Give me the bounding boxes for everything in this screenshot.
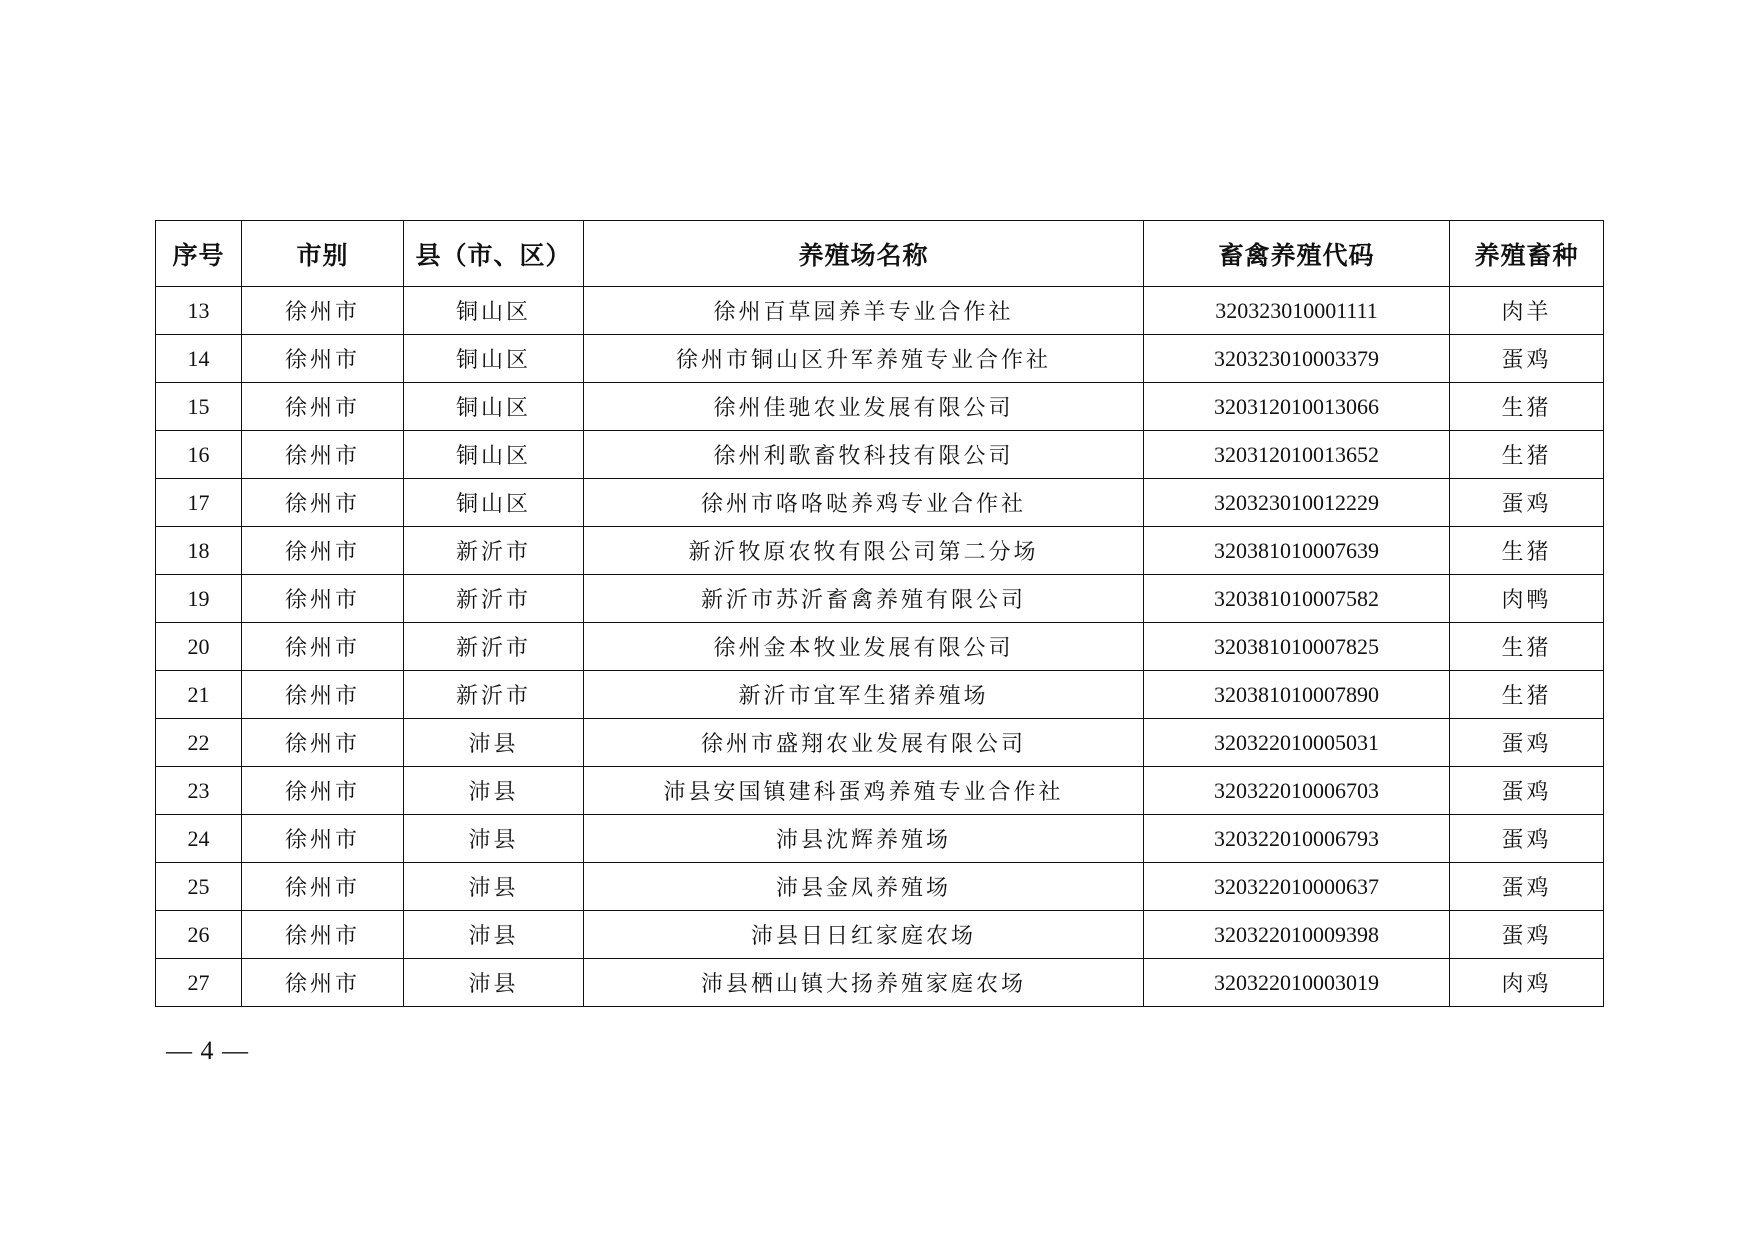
farm-name-cell: 新沂市苏沂畜禽养殖有限公司 — [584, 575, 1144, 623]
serial-number-cell: 26 — [156, 911, 242, 959]
species-cell: 生猪 — [1450, 671, 1604, 719]
serial-number-cell: 19 — [156, 575, 242, 623]
farm-name-cell: 徐州百草园养羊专业合作社 — [584, 287, 1144, 335]
species-cell: 生猪 — [1450, 383, 1604, 431]
county-cell: 沛县 — [404, 767, 584, 815]
county-cell: 铜山区 — [404, 431, 584, 479]
farm-name-cell: 沛县栖山镇大扬养殖家庭农场 — [584, 959, 1144, 1007]
farm-name-cell: 徐州利歌畜牧科技有限公司 — [584, 431, 1144, 479]
farm-name-cell: 徐州市盛翔农业发展有限公司 — [584, 719, 1144, 767]
species-cell: 生猪 — [1450, 527, 1604, 575]
species-cell: 肉羊 — [1450, 287, 1604, 335]
farm-name-cell: 徐州市咯咯哒养鸡专业合作社 — [584, 479, 1144, 527]
city-cell: 徐州市 — [242, 383, 404, 431]
county-cell: 铜山区 — [404, 479, 584, 527]
header-livestock-code: 畜禽养殖代码 — [1144, 221, 1450, 287]
county-cell: 沛县 — [404, 911, 584, 959]
serial-number-cell: 18 — [156, 527, 242, 575]
table-header-row — [156, 221, 1604, 287]
city-cell: 徐州市 — [242, 575, 404, 623]
county-cell: 沛县 — [404, 863, 584, 911]
species-cell: 蛋鸡 — [1450, 911, 1604, 959]
species-cell: 肉鸡 — [1450, 959, 1604, 1007]
species-cell: 蛋鸡 — [1450, 767, 1604, 815]
livestock-code-cell: 320381010007825 — [1144, 623, 1450, 671]
table-row — [156, 383, 1604, 431]
county-cell: 新沂市 — [404, 671, 584, 719]
header-serial-number: 序号 — [156, 221, 242, 287]
table-row — [156, 671, 1604, 719]
livestock-code-cell: 320322010006703 — [1144, 767, 1450, 815]
table-row — [156, 911, 1604, 959]
livestock-code-cell: 320323010012229 — [1144, 479, 1450, 527]
county-cell: 铜山区 — [404, 383, 584, 431]
table-row — [156, 959, 1604, 1007]
livestock-code-cell: 320312010013066 — [1144, 383, 1450, 431]
livestock-code-cell: 320322010000637 — [1144, 863, 1450, 911]
county-cell: 沛县 — [404, 719, 584, 767]
farm-name-cell: 沛县金凤养殖场 — [584, 863, 1144, 911]
city-cell: 徐州市 — [242, 335, 404, 383]
farm-name-cell: 新沂牧原农牧有限公司第二分场 — [584, 527, 1144, 575]
species-cell: 蛋鸡 — [1450, 479, 1604, 527]
species-cell: 蛋鸡 — [1450, 335, 1604, 383]
livestock-code-cell: 320322010005031 — [1144, 719, 1450, 767]
city-cell: 徐州市 — [242, 863, 404, 911]
serial-number-cell: 27 — [156, 959, 242, 1007]
serial-number-cell: 23 — [156, 767, 242, 815]
table-row — [156, 431, 1604, 479]
table-row — [156, 335, 1604, 383]
species-cell: 生猪 — [1450, 623, 1604, 671]
serial-number-cell: 14 — [156, 335, 242, 383]
table-row — [156, 527, 1604, 575]
table-row — [156, 719, 1604, 767]
city-cell: 徐州市 — [242, 479, 404, 527]
city-cell: 徐州市 — [242, 719, 404, 767]
farm-name-cell: 徐州佳驰农业发展有限公司 — [584, 383, 1144, 431]
city-cell: 徐州市 — [242, 623, 404, 671]
county-cell: 新沂市 — [404, 575, 584, 623]
city-cell: 徐州市 — [242, 815, 404, 863]
serial-number-cell: 21 — [156, 671, 242, 719]
city-cell: 徐州市 — [242, 431, 404, 479]
serial-number-cell: 17 — [156, 479, 242, 527]
county-cell: 新沂市 — [404, 623, 584, 671]
serial-number-cell: 24 — [156, 815, 242, 863]
table-row — [156, 575, 1604, 623]
species-cell: 蛋鸡 — [1450, 863, 1604, 911]
serial-number-cell: 15 — [156, 383, 242, 431]
species-cell: 肉鸭 — [1450, 575, 1604, 623]
species-cell: 蛋鸡 — [1450, 815, 1604, 863]
livestock-code-cell: 320381010007639 — [1144, 527, 1450, 575]
serial-number-cell: 20 — [156, 623, 242, 671]
livestock-code-cell: 320381010007890 — [1144, 671, 1450, 719]
table-row — [156, 623, 1604, 671]
table-row — [156, 815, 1604, 863]
species-cell: 生猪 — [1450, 431, 1604, 479]
farm-name-cell: 徐州金本牧业发展有限公司 — [584, 623, 1144, 671]
table-row — [156, 479, 1604, 527]
table-row — [156, 863, 1604, 911]
serial-number-cell: 16 — [156, 431, 242, 479]
county-cell: 铜山区 — [404, 335, 584, 383]
livestock-code-cell: 320312010013652 — [1144, 431, 1450, 479]
livestock-code-cell: 320323010001111 — [1144, 287, 1450, 335]
livestock-code-cell: 320322010006793 — [1144, 815, 1450, 863]
farm-name-cell: 沛县日日红家庭农场 — [584, 911, 1144, 959]
farm-name-cell: 沛县安国镇建科蛋鸡养殖专业合作社 — [584, 767, 1144, 815]
livestock-code-cell: 320323010003379 — [1144, 335, 1450, 383]
table-row — [156, 287, 1604, 335]
header-farm-name: 养殖场名称 — [584, 221, 1144, 287]
city-cell: 徐州市 — [242, 527, 404, 575]
county-cell: 新沂市 — [404, 527, 584, 575]
livestock-code-cell: 320381010007582 — [1144, 575, 1450, 623]
county-cell: 沛县 — [404, 815, 584, 863]
city-cell: 徐州市 — [242, 671, 404, 719]
header-city: 市别 — [242, 221, 404, 287]
farm-registry-table — [155, 220, 1604, 1007]
city-cell: 徐州市 — [242, 911, 404, 959]
city-cell: 徐州市 — [242, 767, 404, 815]
table-row — [156, 767, 1604, 815]
county-cell: 沛县 — [404, 959, 584, 1007]
farm-name-cell: 新沂市宜军生猪养殖场 — [584, 671, 1144, 719]
livestock-code-cell: 320322010009398 — [1144, 911, 1450, 959]
page-number: — 4 — — [166, 1036, 249, 1065]
city-cell: 徐州市 — [242, 287, 404, 335]
city-cell: 徐州市 — [242, 959, 404, 1007]
serial-number-cell: 25 — [156, 863, 242, 911]
farm-name-cell: 沛县沈辉养殖场 — [584, 815, 1144, 863]
header-county: 县（市、区） — [404, 221, 584, 287]
serial-number-cell: 22 — [156, 719, 242, 767]
header-species: 养殖畜种 — [1450, 221, 1604, 287]
species-cell: 蛋鸡 — [1450, 719, 1604, 767]
livestock-code-cell: 320322010003019 — [1144, 959, 1450, 1007]
serial-number-cell: 13 — [156, 287, 242, 335]
county-cell: 铜山区 — [404, 287, 584, 335]
farm-name-cell: 徐州市铜山区升军养殖专业合作社 — [584, 335, 1144, 383]
